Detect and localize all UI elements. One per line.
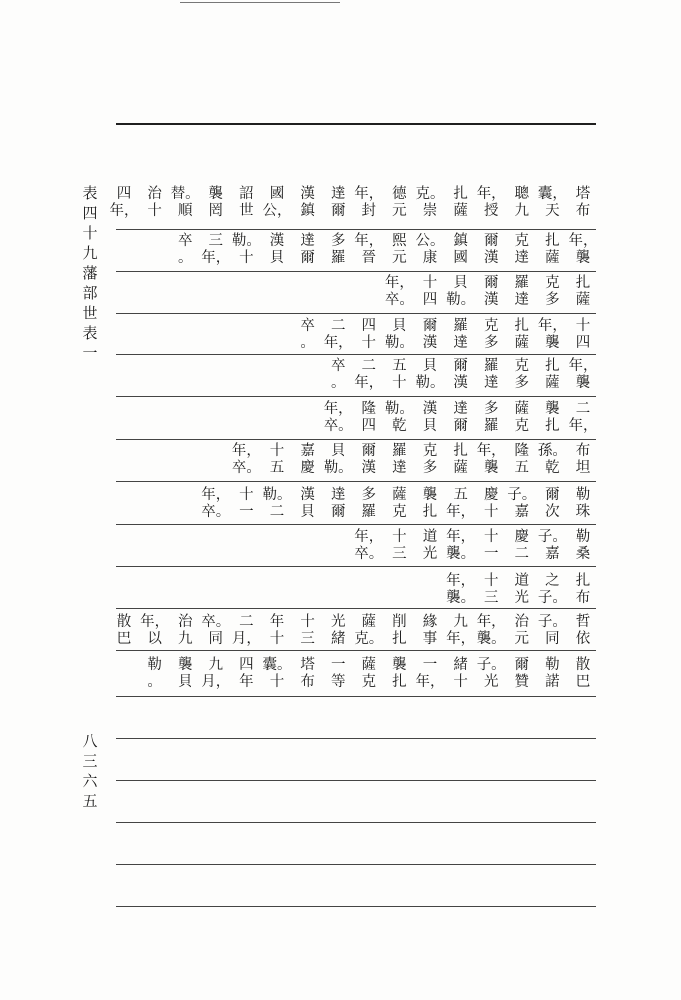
side-title-char: 四 — [82, 204, 98, 222]
table-cell: 十 一 — [483, 529, 499, 562]
table-cell: 克。 崇 — [415, 186, 445, 219]
table-cell: 薩 克 — [392, 487, 407, 520]
page-number-char: 八 — [82, 732, 98, 750]
side-title-char: 世 — [82, 304, 98, 322]
table-cell: 二 年， — [568, 401, 598, 434]
table-cell: 三 年， — [201, 233, 231, 266]
table-cell: 治 十 — [147, 186, 162, 219]
table-cell: 勒。 乾 — [384, 401, 414, 434]
table-cell: 散 巴 — [575, 657, 591, 690]
page-number-char: 六 — [82, 772, 98, 790]
table-cell: 貝 勒。 — [446, 275, 476, 308]
table-cell: 十 三 — [392, 529, 407, 562]
table-cell: 詔 世 — [239, 186, 254, 219]
table-cell: 十 三 — [483, 573, 499, 606]
table-cell: 削 扎 — [392, 614, 407, 647]
table-cell: 漢 貝 — [300, 487, 315, 520]
table-cell: 塔 布 — [300, 657, 315, 690]
table-cell: 道 光 — [514, 573, 530, 606]
table-cell: 二 年， — [323, 318, 353, 351]
table-cell: 年， 襲 — [476, 443, 506, 476]
table-cell: 年， 卒。 — [231, 443, 261, 476]
side-title-char: 九 — [82, 244, 98, 262]
table-cell: 年， 封 — [354, 186, 384, 219]
table-cell: 勒。 十 — [231, 233, 261, 266]
table-cell: 爾 次 — [545, 487, 560, 520]
table-cell: 緒 十 — [453, 657, 468, 690]
table-cell: 十 一 — [239, 487, 254, 520]
side-title — [80, 183, 100, 363]
side-title-char: 表 — [82, 324, 98, 342]
table-row-line — [116, 780, 596, 781]
table-cell: 年， 卒。 — [323, 401, 353, 434]
page-number-char: 三 — [82, 752, 98, 770]
table-row-line — [116, 396, 596, 397]
table-cell: 達 爾 — [300, 233, 315, 266]
table-row-line — [116, 271, 596, 272]
table-top-rule — [116, 123, 596, 125]
table-cell: 扎 薩 — [545, 233, 560, 266]
table-cell: 多 羅 — [330, 233, 346, 266]
table-cell: 二 年， — [354, 358, 384, 391]
table-cell: 扎 薩 — [545, 358, 560, 391]
table-cell: 勒 。 — [147, 657, 162, 690]
side-title-char: 表 — [82, 184, 98, 202]
table-row-line — [116, 313, 596, 314]
table-row-line — [116, 481, 596, 482]
table-cell: 隆 四 — [361, 401, 377, 434]
table-cell: 爾 漢 — [483, 275, 499, 308]
table-cell: 布 坦 — [575, 443, 591, 476]
table-cell: 羅 達 — [392, 443, 407, 476]
table-cell: 十 四 — [422, 275, 438, 308]
table-row-line — [116, 822, 596, 823]
table-cell: 孫。 乾 — [537, 443, 567, 476]
table-cell: 扎 薩 — [514, 318, 530, 351]
table-cell: 子。 同 — [537, 614, 567, 647]
table-cell: 卒 。 — [300, 318, 315, 351]
table-cell: 達 爾 — [453, 401, 468, 434]
table-cell: 四 年， — [109, 186, 139, 219]
table-cell: 爾 漢 — [422, 318, 438, 351]
table-cell: 薩 克 — [514, 401, 530, 434]
table-row-line — [116, 229, 596, 230]
table-cell: 襲 扎 — [545, 401, 560, 434]
table-cell: 漢 貝 — [422, 401, 438, 434]
table-cell: 囊。 十 — [262, 657, 292, 690]
table-cell: 襲 扎 — [422, 487, 438, 520]
table-cell: 替。 順 — [170, 186, 200, 219]
table-cell: 爾 贊 — [514, 657, 530, 690]
table-cell: 囊， 天 — [537, 186, 567, 219]
table-cell: 子。 嘉 — [537, 529, 567, 562]
table-row-line — [116, 524, 596, 525]
table-cell: 子。 光 — [476, 657, 506, 690]
table-cell: 年， 卒。 — [201, 487, 231, 520]
page-number — [80, 731, 100, 811]
table-cell: 年， 晉 — [354, 233, 384, 266]
table-cell: 薩 克 — [361, 657, 377, 690]
table-cell: 十 三 — [300, 614, 315, 647]
table-cell: 嘉 慶 — [300, 443, 315, 476]
table-cell: 多 羅 — [361, 487, 377, 520]
table-cell: 卒 。 — [330, 358, 346, 391]
table-cell: 慶 二 — [514, 529, 530, 562]
table-cell: 薩 克。 — [354, 614, 384, 647]
side-title-char: 部 — [82, 284, 98, 302]
table-cell: 克 多 — [545, 275, 560, 308]
table-cell: 扎 薩 — [453, 186, 468, 219]
table-row-line — [116, 608, 596, 609]
table-cell: 漢 鎮 — [300, 186, 315, 219]
table-cell: 道 光 — [422, 529, 438, 562]
table-cell: 勒 桑 — [575, 529, 591, 562]
table-cell: 襲 罔 — [208, 186, 224, 219]
table-cell: 克 多 — [514, 358, 530, 391]
table-cell: 襲 貝 — [177, 657, 193, 690]
table-cell: 勒 諾 — [545, 657, 560, 690]
table-cell: 羅 達 — [453, 318, 468, 351]
top-edge-line — [180, 2, 340, 3]
table-cell: 爾 漢 — [361, 443, 377, 476]
table-cell: 四 十 — [361, 318, 377, 351]
table-cell: 慶 十 — [483, 487, 499, 520]
table-cell: 勒 珠 — [575, 487, 591, 520]
table-cell: 爾 漢 — [483, 233, 499, 266]
table-cell: 卒 。 — [177, 233, 193, 266]
table-cell: 隆 五 — [514, 443, 530, 476]
table-cell: 年 十 — [269, 614, 285, 647]
table-cell: 五 十 — [392, 358, 407, 391]
table-cell: 子。 嘉 — [507, 487, 537, 520]
table-cell: 國 公， — [262, 186, 292, 219]
table-cell: 十 五 — [269, 443, 285, 476]
table-row-line — [116, 650, 596, 651]
table-row-line — [116, 439, 596, 440]
table-cell: 貝 勒。 — [384, 318, 414, 351]
table-row-line — [116, 354, 596, 355]
table-cell: 扎 布 — [575, 573, 591, 606]
table-cell: 年， 襲 — [537, 318, 567, 351]
table-cell: 扎 薩 — [575, 275, 591, 308]
table-cell: 多 羅 — [483, 401, 499, 434]
table-row-line — [116, 696, 596, 697]
table-cell: 九 年， — [446, 614, 476, 647]
table-cell: 四 年 — [239, 657, 254, 690]
table-cell: 散 巴 — [116, 614, 132, 647]
table-cell: 爾 漢 — [453, 358, 468, 391]
side-title-char: 十 — [82, 224, 98, 242]
table-cell: 年， 襲。 — [476, 614, 506, 647]
table-cell: 漢 貝 — [269, 233, 285, 266]
table-cell: 公。 康 — [415, 233, 445, 266]
table-cell: 二 月， — [231, 614, 261, 647]
table-cell: 羅 達 — [514, 275, 530, 308]
table-cell: 克 多 — [483, 318, 499, 351]
table-cell: 襲 扎 — [392, 657, 407, 690]
table-cell: 貝 勒。 — [323, 443, 353, 476]
table-cell: 年， 卒。 — [384, 275, 414, 308]
table-cell: 九 月， — [201, 657, 231, 690]
table-cell: 克 達 — [514, 233, 530, 266]
table-row-line — [116, 566, 596, 567]
table-cell: 年， 卒。 — [354, 529, 384, 562]
table-cell: 之 子。 — [537, 573, 567, 606]
table-cell: 羅 達 — [483, 358, 499, 391]
side-title-char: 藩 — [82, 264, 98, 282]
table-cell: 年， 以 — [140, 614, 170, 647]
table-cell: 五 年， — [446, 487, 476, 520]
table-cell: 十 四 — [575, 318, 591, 351]
table-cell: 治 九 — [177, 614, 193, 647]
table-cell: 勒。 二 — [262, 487, 292, 520]
table-cell: 扎 薩 — [453, 443, 468, 476]
table-cell: 聰 九 — [514, 186, 530, 219]
table-cell: 年， 襲 — [568, 358, 598, 391]
table-cell: 克 多 — [422, 443, 438, 476]
table-cell: 鎮 國 — [453, 233, 468, 266]
table-row-line — [116, 906, 596, 907]
table-cell: 達 爾 — [330, 487, 346, 520]
table-cell: 年， 襲。 — [446, 573, 476, 606]
table-cell: 熙 元 — [392, 233, 407, 266]
table-cell: 貝 勒。 — [415, 358, 445, 391]
table-cell: 年， 授 — [476, 186, 506, 219]
table-cell: 年， 襲。 — [446, 529, 476, 562]
table-row-line — [116, 738, 596, 739]
table-cell: 緣 事 — [422, 614, 438, 647]
table-cell: 塔 布 — [575, 186, 591, 219]
table-cell: 治 元 — [514, 614, 530, 647]
table-cell: 卒。 同 — [201, 614, 231, 647]
table-cell: 年， 襲 — [568, 233, 598, 266]
table-cell: 德 元 — [392, 186, 407, 219]
table-cell: 一 等 — [330, 657, 346, 690]
table-row-line — [116, 864, 596, 865]
table-cell: 光 緒 — [330, 614, 346, 647]
page-number-char: 五 — [82, 792, 98, 810]
table-cell: 哲 依 — [575, 614, 591, 647]
table-cell: 一 年， — [415, 657, 445, 690]
side-title-char: 一 — [82, 344, 98, 362]
table-cell: 達 爾 — [330, 186, 346, 219]
